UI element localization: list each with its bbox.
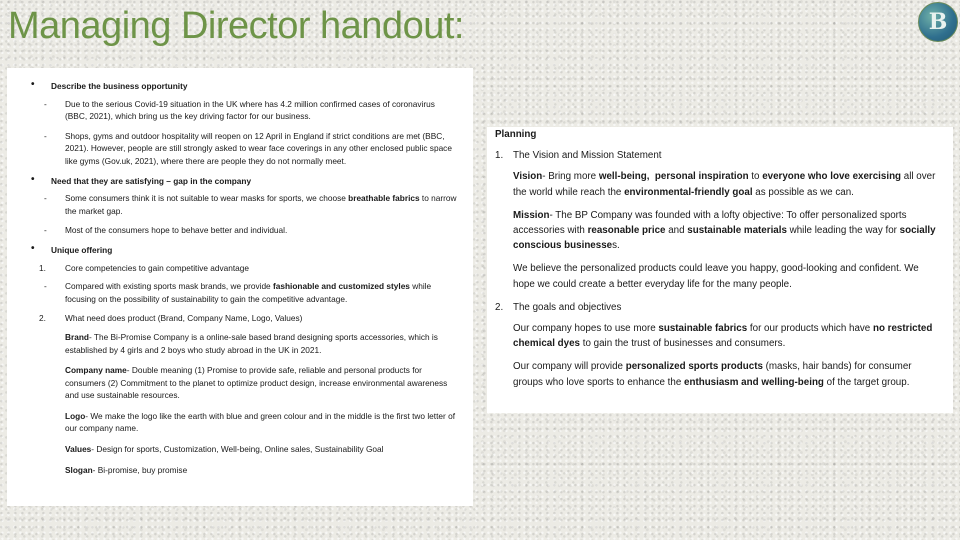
unique-num-2: 2.: [39, 313, 46, 324]
vision-label: Vision: [513, 171, 543, 183]
logo-text: - We make the logo like the earth with blue and green colour and in the middle is the first two letter of our company name.: [65, 410, 455, 434]
slide-title: Managing Director handout:: [8, 5, 464, 47]
company-name-text: - Double meaning (1) Promise to provide safe, reliable and personal products for consumers (2) Commitment to the planet to optimize product design, increase environmental awareness and use sustainable resources.: [65, 365, 448, 401]
unique-sub-1-bold: fashionable and customized styles: [272, 281, 410, 292]
slogan-text: - Bi-promise, buy promise: [92, 464, 188, 475]
section-2-title: [495, 300, 939, 315]
goal-2-b2: enthusiasm and welling-being: [684, 376, 824, 388]
mission-b1: reasonable price: [587, 225, 666, 237]
need-heading: • Need that they are satisfying – gap in the company: [29, 175, 457, 188]
opportunity-item-1: - Due to the serious Covid-19 situation in the UK where has 4.2 million confirmed cases of coronavirus (BBC, 2021), which bring us the key driving factor for our business.: [29, 98, 457, 123]
planning-heading: Planning: [495, 129, 537, 140]
section-1-title: [495, 148, 939, 163]
unique-heading: • Unique offering: [29, 244, 457, 257]
need-item-1-end: to narrow the market gap.: [65, 193, 457, 216]
brand-label: Brand: [65, 331, 89, 342]
unique-item-1: [29, 262, 457, 275]
need-item-2: - Most of the consumers hope to behave better and individual.: [29, 224, 457, 237]
logo-letter: B: [928, 9, 948, 35]
section-2-num: 2.: [495, 301, 504, 313]
goal-1-t2: for our products which have: [747, 323, 873, 335]
brand-text: - The Bi-Promise Company is a online-sale based brand designing sports accessories, which is established by 4 girls and 2 boys who study abroad in the UK in 2021.: [65, 331, 438, 355]
goal-2-t2: (masks, hair bands) for consumer groups who love sports to enhance the: [513, 361, 912, 388]
believe-paragraph: We believe the personalized products could leave you happy, good-looking and confident. We hope we could create a better everyday life for the many people.: [513, 263, 919, 290]
vision-paragraph: [495, 169, 939, 199]
mission-b3: socially conscious businesse: [513, 225, 936, 252]
vision-t1: - Bring more: [542, 171, 599, 183]
mission-t4: s.: [612, 240, 620, 252]
vision-b2: personal inspiration: [654, 171, 749, 183]
brand-paragraph: [29, 331, 457, 356]
unique-sub-1-end: while focusing on the possibility of sustainability to gain the competitive advantage.: [65, 281, 432, 304]
mission-t1: - The BP Company was founded with a lofty objective: To offer personalized sports accessories with: [513, 209, 907, 237]
section-1-text: The Vision and Mission Statement: [513, 150, 662, 162]
goal-1-paragraph: [495, 321, 939, 351]
goal-2-paragraph: [495, 359, 939, 389]
vision-t4: all over the world while reach the: [513, 171, 936, 198]
values-label: Values: [65, 444, 92, 455]
opportunity-item-2: - Shops, gyms and outdoor hospitality will reopen on 12 April in England if strict conditions are met (BBC, 2021). However, people are still strongly asked to wear face coverings in any other enclosed public space like gyms (Gov.uk, 2021), where there are people they do not normally meet.: [29, 130, 457, 168]
mission-t2: and: [665, 225, 688, 237]
opportunity-heading: • Describe the business opportunity: [29, 80, 457, 93]
unique-item-2: [29, 312, 457, 325]
goal-1-b1: sustainable fabrics: [658, 323, 748, 335]
section-1-num: 1.: [495, 150, 504, 162]
goal-1-b2: no restricted chemical dyes: [513, 323, 933, 350]
goal-1-t3: to gain the trust of businesses and consumers.: [580, 338, 786, 350]
section-2-text: The goals and objectives: [513, 301, 622, 313]
slogan-label: Slogan: [65, 464, 93, 475]
goal-2-t3: of the target group.: [823, 376, 910, 388]
need-item-1-text: Some consumers think it is not suitable to wear masks for sports, we choose: [65, 193, 349, 204]
vision-t5: as possible as we can.: [752, 186, 854, 198]
logo-label: Logo: [65, 410, 86, 421]
company-name-label: Company name: [65, 365, 127, 376]
planning-panel: [487, 127, 953, 413]
goal-1-t1: Our company hopes to use more: [513, 323, 659, 335]
mission-label: Mission: [513, 209, 550, 221]
vision-b1: well-being,: [598, 171, 650, 183]
company-name-paragraph: [29, 364, 457, 402]
unique-sub-1-text: Compared with existing sports mask brands, we provide: [65, 281, 273, 292]
need-item-1-bold: breathable fabrics: [348, 193, 420, 204]
business-opportunity-panel: [7, 68, 473, 506]
unique-num-1: 1.: [39, 262, 46, 273]
mission-paragraph: [495, 208, 939, 254]
values-paragraph: [29, 443, 457, 456]
unique-item-2-text: What need does product (Brand, Company Name, Logo, Values): [65, 313, 303, 324]
slogan-paragraph: [29, 464, 457, 477]
unique-item-1-text: Core competencies to gain competitive advantage: [65, 262, 250, 273]
unique-sub-1: [29, 280, 457, 305]
vision-b3: everyone who love exercising: [762, 171, 902, 183]
company-logo-icon: [918, 2, 958, 42]
need-item-1: [29, 192, 457, 217]
goal-2-t1: Our company will provide: [513, 361, 626, 373]
vision-b4: environmental-friendly goal: [624, 186, 753, 198]
vision-t3: to: [748, 171, 763, 183]
mission-t3: while leading the way for: [786, 225, 900, 237]
logo-paragraph: [29, 410, 457, 435]
goal-2-b1: personalized sports products: [625, 361, 763, 373]
values-text: - Design for sports, Customization, Well-being, Online sales, Sustainability Goal: [91, 444, 384, 455]
mission-b2: sustainable materials: [687, 225, 787, 237]
